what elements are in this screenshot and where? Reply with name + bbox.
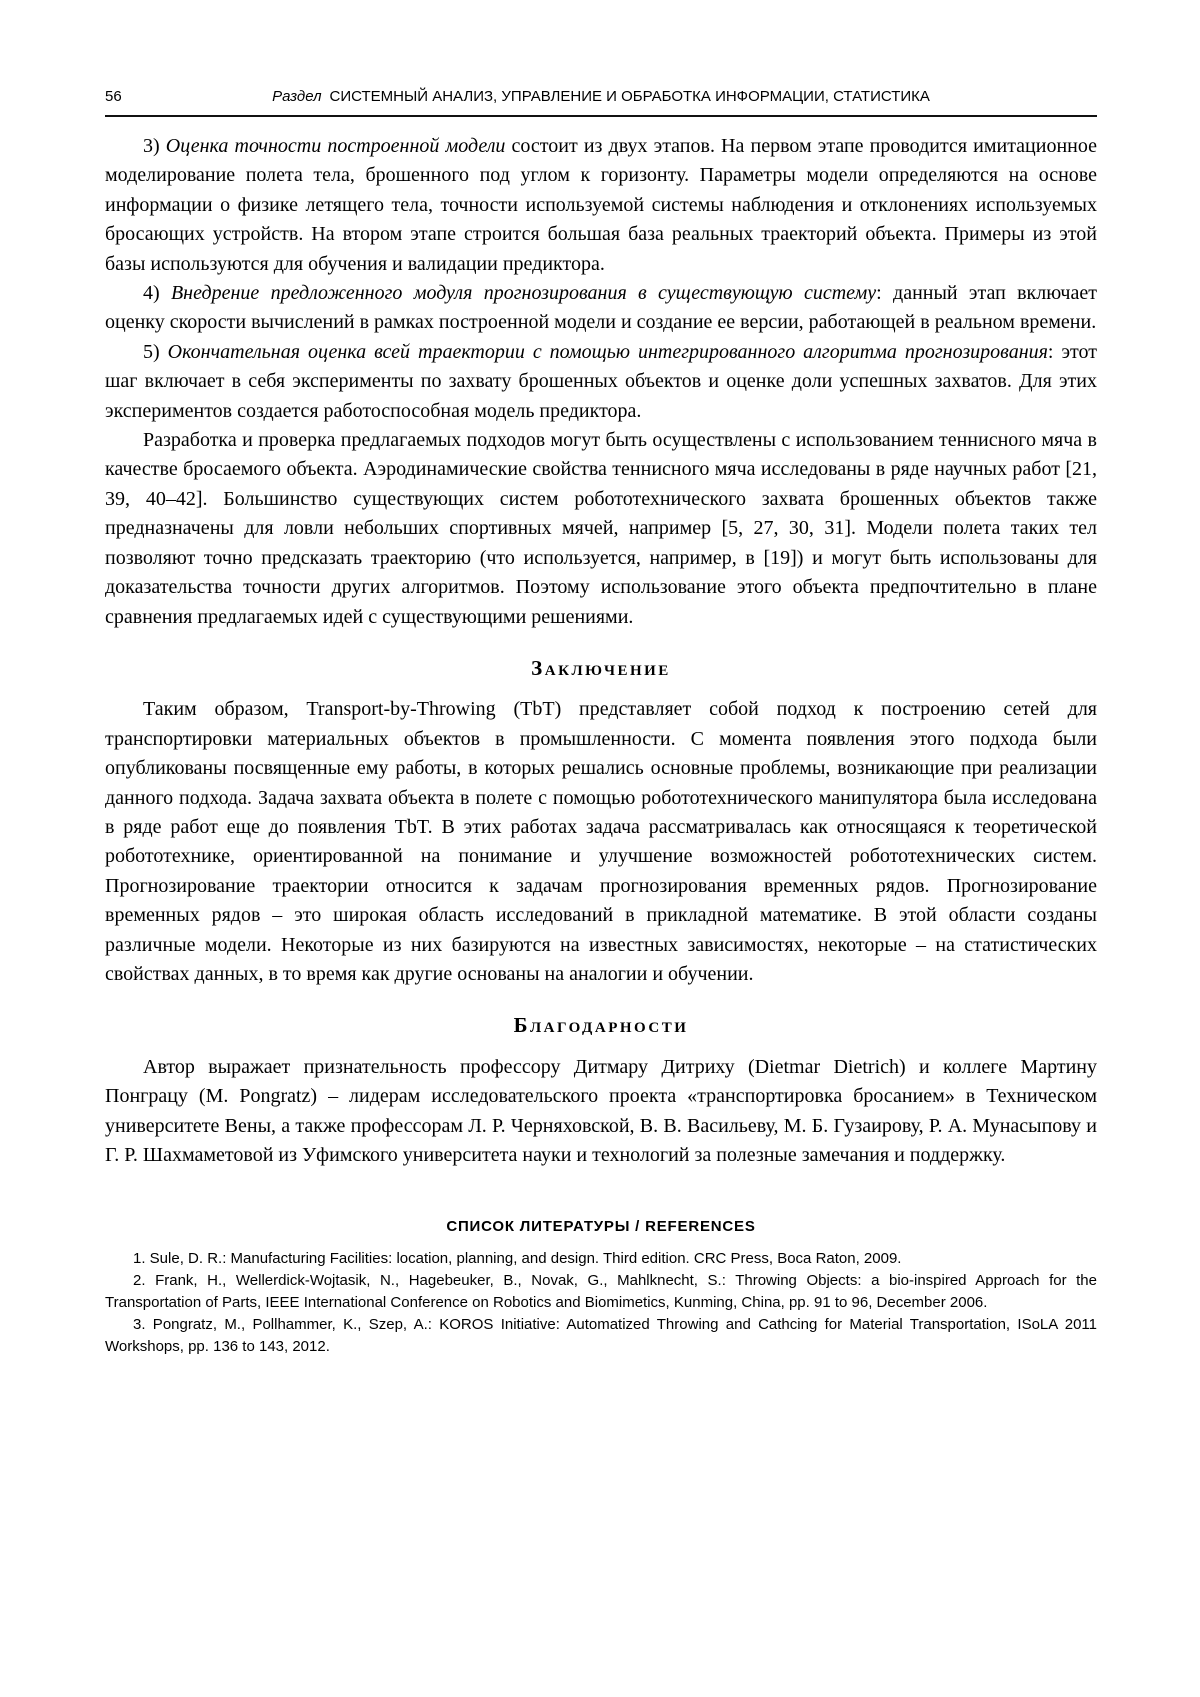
references-section: [105, 1216, 1097, 1358]
paragraph-conclusion: Таким образом, Transport-by-Throwing (TbT) представляет собой подход к построению сетей для транспортировки материальных объектов в промышленности. С момента появления этого подхода были опубликованы посвященные ему работы, в которых решались основные проблемы, возникающие при реализации данного подхода. Задача захвата объекта в полете с помощью робототехнического манипулятора была исследована в ряде работ еще до появления TbT. В этих работах задача рассматривалась как относящаяся к теоретической робототехнике, ориентированной на понимание и улучшение возможностей робототехнических систем. Прогнозирование траектории относится к задачам прогнозирования временных рядов. Прогнозирование временных рядов – это широкая область исследований в прикладной математике. В этой области созданы различные модели. Некоторые из них базируются на известных зависимостях, некоторые – на статистических свойствах данных, в то время как другие основаны на аналогии и обучении.: [105, 698, 1097, 985]
references-list: [105, 1248, 1097, 1358]
paragraph-tennis-ball: Разработка и проверка предлагаемых подходов могут быть осуществлены с использованием теннисного мяча в качестве бросаемого объекта. Аэродинамические свойства теннисного мяча исследованы в ряде научных работ [21, 39, 40–42]. Большинство существующих систем робототехнического захвата брошенных объектов также предназначены для ловли небольших спортивных мячей, например [5, 27, 30, 31]. Модели полета таких тел позволяют точно предсказать траекторию (что используется, например, в [19]) и могут быть использованы для доказательства точности других алгоритмов. Поэтому использование этого объекта предпочтительно в плане сравнения предлагаемых идей с существующими решениями.: [105, 429, 1097, 628]
reference-item: 1. Sule, D. R.: Manufacturing Facilities: location, planning, and design. Third edition. CRC Press, Boca Raton, 2009.: [133, 1250, 902, 1268]
running-header: [105, 88, 1097, 117]
paragraph-stage-4: 4) Внедрение предложенного модуля прогнозирования в существующую систему: данный этап включает оценку скорости вычислений в рамках построенной модели и создание ее версии, работающей в реальном времени.: [105, 282, 1097, 334]
paragraph-stage-3: 3) Оценка точности построенной модели состоит из двух этапов. На первом этапе проводится имитационное моделирование полета тела, брошенного под углом к горизонту. Параметры модели определяются на основе информации о физике летящего тела, точности используемой системы наблюдения и отклонениях используемых бросающих устройств. На втором этапе строится большая база реальных траекторий объекта. Примеры из этой базы используются для обучения и валидации предиктора.: [105, 135, 1097, 275]
section-title: СИСТЕМНЫЙ АНАЛИЗ, УПРАВЛЕНИЕ И ОБРАБОТКА ИНФОРМАЦИИ, СТАТИСТИКА: [329, 88, 930, 105]
running-header-title: [105, 88, 1097, 106]
references-title: СПИСОК ЛИТЕРАТУРЫ / REFERENCES: [446, 1218, 756, 1236]
reference-item: 2. Frank, H., Wellerdick-Wojtasik, N., Hagebeuker, B., Novak, G., Mahlknecht, S.: Throwing Objects: a bio-inspired Approach for the Transportation of Parts, IEEE International Conference on Robotics and Biomimetics, Kunming, China, pp. 91 to 96, December 2006.: [105, 1272, 1097, 1312]
article-blocks: [105, 132, 1097, 1170]
paragraph-acknowledgments: Автор выражает признательность профессору Дитмару Дитриху (Dietmar Dietrich) и коллеге Мартину Понграцу (M. Pongratz) – лидерам исследовательского проекта «транспортировка бросанием» в Техническом университете Вены, а также профессорам Л. Р. Черняховской, В. В. Васильеву, М. Б. Гузаирову, Р. А. Мунасыпову и Г. Р. Шахмаметовой из Уфимского университета науки и технологий за полезные замечания и поддержку.: [105, 1055, 1097, 1166]
heading-conclusion: Заключение: [531, 655, 671, 680]
heading-acknowledgments: Благодарности: [513, 1013, 689, 1038]
page-number: 56: [105, 88, 122, 105]
reference-item: 3. Pongratz, M., Pollhammer, K., Szep, A.: KOROS Initiative: Automatized Throwing and Cathcing for Material Transportation, ISoLA 2011 Workshops, pp. 136 to 143, 2012.: [105, 1316, 1097, 1356]
paragraph-stage-5: 5) Окончательная оценка всей траектории с помощью интегрированного алгоритма прогнозирования: этот шаг включает в себя эксперименты по захвату брошенных объектов и оценке доли успешных захватов. Для этих экспериментов создается работоспособная модель предиктора.: [105, 340, 1097, 422]
section-label: Раздел: [272, 88, 322, 105]
article-body: [105, 132, 1097, 1358]
